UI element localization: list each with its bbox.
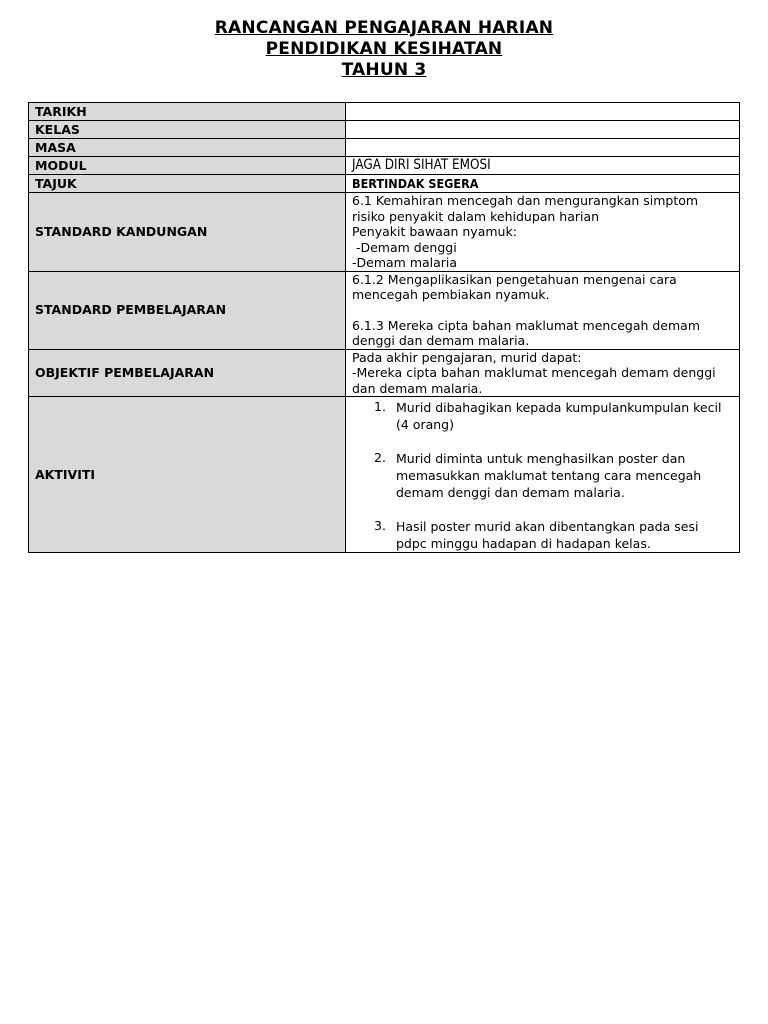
modul-text: JAGA DIRI SIHAT EMOSI [352,157,491,174]
aktiviti-value [346,397,740,553]
objektif-label: OBJEKTIF PEMBELAJARAN [29,349,346,397]
aktiviti-num: 2. [374,449,386,465]
aktiviti-num: 1. [374,398,386,414]
sk-line-3: -Demam denggi [352,239,457,255]
masa-value[interactable] [346,139,740,157]
standard-pembelajaran-value [346,271,740,349]
aktiviti-item [372,518,733,552]
row-objektif [29,349,740,397]
row-tajuk [29,175,740,193]
sk-line-2: Penyakit bawaan nyamuk: [352,224,517,239]
title-line-1: RANCANGAN PENGAJARAN HARIAN [214,18,554,38]
aktiviti-text: Murid dibahagikan kepada kumpulankumpulan kecil (4 orang) [396,399,722,432]
lesson-plan-table [28,102,740,553]
sk-line-1: 6.1 Kemahiran mencegah dan mengurangkan simptom risiko penyakit dalam kehidupan harian [352,193,699,224]
row-aktiviti [29,397,740,553]
sp-item-2: 6.1.3 Mereka cipta bahan maklumat mencegah demam denggi dan demam malaria. [352,317,701,348]
modul-label: MODUL [29,157,346,175]
title-line-2: PENDIDIKAN KESIHATAN [265,39,503,59]
masa-label: MASA [29,139,346,157]
sk-line-4: -Demam malaria [352,255,458,270]
aktiviti-item [372,450,733,501]
objektif-value [346,349,740,397]
objektif-intro: Pada akhir pengajaran, murid dapat: [352,349,582,365]
aktiviti-list [352,398,733,552]
modul-value [346,157,740,175]
document-header [0,18,768,81]
title-line-3: TAHUN 3 [341,60,427,80]
row-modul [29,157,740,175]
tajuk-value [346,175,740,193]
row-standard-kandungan [29,193,740,272]
row-standard-pembelajaran [29,271,740,349]
tarikh-label: TARIKH [29,103,346,121]
standard-pembelajaran-label: STANDARD PEMBELAJARAN [29,271,346,349]
row-tarikh [29,103,740,121]
tajuk-label: TAJUK [29,175,346,193]
kelas-value[interactable] [346,121,740,139]
aktiviti-item [372,399,733,433]
row-masa [29,139,740,157]
tajuk-text: BERTINDAK SEGERA [352,175,479,191]
row-kelas [29,121,740,139]
tarikh-value[interactable] [346,103,740,121]
aktiviti-text: Hasil poster murid akan dibentangkan pada sesi pdpc minggu hadapan di hadapan kelas. [396,518,699,551]
kelas-label: KELAS [29,121,346,139]
objektif-item: -Mereka cipta bahan maklumat mencegah demam denggi dan demam malaria. [352,365,716,396]
aktiviti-num: 3. [374,517,386,533]
sp-item-1: 6.1.2 Mengaplikasikan pengetahuan mengenai cara mencegah pembiakan nyamuk. [352,271,677,302]
aktiviti-label: AKTIVITI [29,397,346,553]
aktiviti-text: Murid diminta untuk menghasilkan poster dan memasukkan maklumat tentang cara mencegah demam denggi dan demam malaria. [396,450,702,500]
standard-kandungan-value [346,193,740,272]
standard-kandungan-label: STANDARD KANDUNGAN [29,193,346,272]
